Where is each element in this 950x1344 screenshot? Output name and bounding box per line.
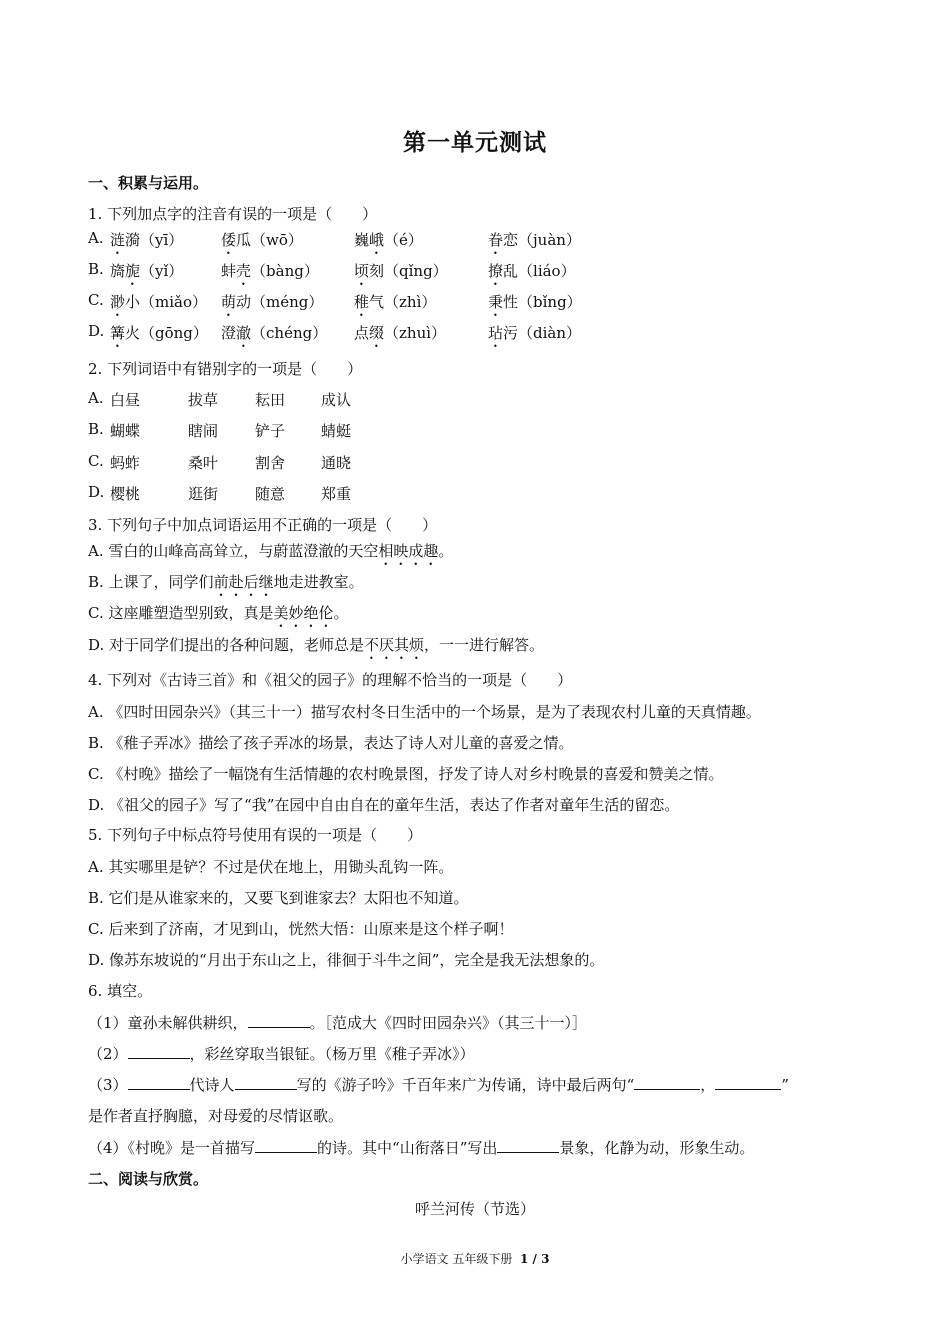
- fill-in-3: （3） 代诗人 写的《游子吟》千百年来广为传诵，诗中最后两句“ ， ”: [88, 1076, 789, 1094]
- dotted-phrase: 相映成趣: [378, 542, 439, 560]
- item-text: （chéng）: [251, 324, 328, 342]
- page-footer: [0, 1250, 950, 1267]
- option-label: B.: [88, 260, 104, 278]
- dotted-character: 壳: [236, 262, 252, 280]
- dotted-phrase: 美妙绝伦: [273, 604, 334, 622]
- sentence-text: 地走进教室。: [273, 573, 364, 591]
- option-sentence: [88, 634, 544, 663]
- question-5-stem: 5. 下列句子中标点符号使用有误的一项是（ ）: [88, 826, 423, 844]
- question-3-stem: 3. 下列句子中加点词语运用不正确的一项是（ ）: [88, 516, 438, 534]
- answer-blank[interactable]: [235, 1075, 297, 1090]
- word-item: 瞎闹: [188, 422, 219, 440]
- pinyin-item: [354, 291, 436, 320]
- question-1-stem: 1. 下列加点字的注音有误的一项是（ ）: [88, 205, 378, 223]
- page-title: 第一单元测试: [403, 129, 547, 156]
- dotted-character: 稚: [354, 293, 370, 311]
- option-label: C.: [88, 291, 104, 309]
- item-text: 蚌: [221, 262, 237, 280]
- item-text: 性（bǐng）: [503, 293, 582, 311]
- sentence-text: A. 雪白的山峰高高耸立，与蔚蓝澄澈的天空: [88, 542, 379, 560]
- option-sentence: [88, 540, 453, 569]
- word-item: 耘田: [255, 391, 286, 409]
- dotted-character: 顷: [354, 262, 370, 280]
- question-4-stem: 4. 下列对《古诗三首》和《祖父的园子》的理解不恰当的一项是（ ）: [88, 671, 573, 689]
- answer-blank[interactable]: [128, 1075, 190, 1090]
- dotted-character: 萌: [221, 293, 237, 311]
- dotted-character: 涟: [110, 231, 126, 249]
- answer-blank[interactable]: [715, 1075, 781, 1090]
- sentence-text: ，一一进行解答。: [424, 636, 545, 654]
- sentence-text: D. 对于同学们提出的各种问题，老师总是: [88, 636, 365, 654]
- sentence-text: 。: [438, 542, 454, 560]
- item-text: 巍: [354, 231, 370, 249]
- word-item: 蝴蝶: [110, 422, 141, 440]
- item-text: 点: [354, 324, 370, 342]
- item-text: （bàng）: [251, 262, 319, 280]
- dotted-character: 缀: [369, 324, 385, 342]
- item-text: （zhuì）: [384, 324, 447, 342]
- option-sentence: [88, 571, 364, 600]
- option-label: B.: [88, 420, 104, 438]
- answer-blank[interactable]: [634, 1075, 700, 1090]
- item-text: 瓜（wō）: [236, 231, 303, 249]
- pinyin-item: [221, 260, 319, 289]
- dotted-character: 旎: [125, 262, 141, 280]
- dotted-character: 澈: [236, 324, 252, 342]
- pinyin-item: [110, 229, 183, 258]
- fill-in-3-continued: 是作者直抒胸臆，对母爱的尽情讴歌。: [88, 1107, 344, 1125]
- option-sentence: A. 《四时田园杂兴》（其三十一）描写农村冬日生活中的一个场景，是为了表现农村儿童的天真情趣。: [88, 703, 761, 721]
- dotted-character: 玷: [488, 324, 504, 342]
- word-item: 逛街: [188, 485, 219, 503]
- pinyin-item: [221, 322, 327, 351]
- item-text: 乱（liáo）: [503, 262, 576, 280]
- item-text: 旖: [110, 262, 126, 280]
- item-text: 小（miǎo）: [125, 293, 208, 311]
- sentence-text: B. 上课了，同学们: [88, 573, 214, 591]
- question-6-stem: 6. 填空。: [88, 982, 153, 1000]
- word-item: 郑重: [321, 485, 352, 503]
- dotted-character: 渺: [110, 293, 126, 311]
- option-sentence: D. 像苏东坡说的“月出于东山之上，徘徊于斗牛之间”，完全是我无法想象的。: [88, 951, 605, 969]
- question-2-stem: 2. 下列词语中有错别字的一项是（ ）: [88, 360, 363, 378]
- pinyin-item: [354, 229, 423, 258]
- pinyin-item: [354, 322, 446, 351]
- sentence-text: 。: [333, 604, 349, 622]
- reading-passage-title: 呼兰河传（节选）: [414, 1200, 535, 1218]
- item-text: 漪（yī）: [125, 231, 184, 249]
- answer-blank[interactable]: [248, 1013, 310, 1028]
- word-item: 铲子: [255, 422, 286, 440]
- pinyin-item: [488, 322, 581, 351]
- dotted-character: 峨: [369, 231, 385, 249]
- dotted-character: 篝: [110, 324, 126, 342]
- dotted-character: 眷: [488, 231, 504, 249]
- option-label: D.: [88, 483, 105, 501]
- pinyin-item: [221, 291, 323, 320]
- pinyin-item: [110, 260, 183, 289]
- dotted-character: 秉: [488, 293, 504, 311]
- item-text: 火（gōng）: [125, 324, 208, 342]
- pinyin-item: [488, 229, 581, 258]
- dotted-phrase: 前赴后继: [213, 573, 274, 591]
- item-text: 气（zhì）: [369, 293, 437, 311]
- pinyin-item: [488, 260, 576, 289]
- word-item: 割舍: [255, 454, 286, 472]
- word-item: 蜻蜓: [321, 422, 352, 440]
- pinyin-item: [488, 291, 582, 320]
- option-label: A.: [88, 389, 104, 407]
- word-item: 拔草: [188, 391, 219, 409]
- option-label: D.: [88, 322, 105, 340]
- item-text: 刻（qǐng）: [369, 262, 448, 280]
- option-sentence: A. 其实哪里是铲？不过是伏在地上，用锄头乱钩一阵。: [88, 858, 454, 876]
- fill-in-2: （2） ，彩丝穿取当银钲。（杨万里《稚子弄冰》）: [88, 1045, 475, 1063]
- pinyin-item: [221, 229, 303, 258]
- answer-blank[interactable]: [497, 1138, 559, 1153]
- word-item: 桑叶: [188, 454, 219, 472]
- option-sentence: C. 《村晚》描绘了一幅饶有生活情趣的农村晚景图，抒发了诗人对乡村晚景的喜爱和赞美之情。: [88, 765, 724, 783]
- word-item: 蚂蚱: [110, 454, 141, 472]
- option-label: C.: [88, 452, 104, 470]
- item-text: 污（diàn）: [503, 324, 582, 342]
- item-text: 澄: [221, 324, 237, 342]
- dotted-character: 撩: [488, 262, 504, 280]
- section-heading-1: 一、积累与运用。: [88, 174, 209, 192]
- fill-in-1: （1）童孙未解供耕织， 。［范成大《四时田园杂兴》（其三十一）］: [88, 1014, 588, 1032]
- option-label: A.: [88, 229, 104, 247]
- item-text: 动（méng）: [236, 293, 324, 311]
- word-item: 通晓: [321, 454, 352, 472]
- word-item: 樱桃: [110, 485, 141, 503]
- word-item: 成认: [321, 391, 352, 409]
- dotted-phrase: 不厌其烦: [364, 636, 425, 654]
- item-text: （é）: [384, 231, 423, 249]
- option-sentence: C. 后来到了济南，才见到山，恍然大悟：山原来是这个样子啊！: [88, 920, 514, 938]
- section-heading-2: 二、阅读与欣赏。: [88, 1170, 209, 1188]
- option-sentence: D. 《祖父的园子》写了“我”在园中自由自在的童年生活，表达了作者对童年生活的留恋。: [88, 796, 680, 814]
- answer-blank[interactable]: [255, 1138, 317, 1153]
- sentence-text: C. 这座雕塑造型别致，真是: [88, 604, 274, 622]
- dotted-character: 倭: [221, 231, 237, 249]
- item-text: （yǐ）: [140, 262, 184, 280]
- answer-blank[interactable]: [128, 1044, 190, 1059]
- option-sentence: B. 它们是从谁家来的，又要飞到谁家去？太阳也不知道。: [88, 889, 469, 907]
- option-sentence: [88, 602, 349, 631]
- word-item: 白昼: [110, 391, 141, 409]
- pinyin-item: [110, 322, 208, 351]
- footer-page-number: 1 / 3: [520, 1252, 550, 1266]
- pinyin-item: [110, 291, 207, 320]
- fill-in-4: （4）《村晚》是一首描写 的诗。其中“山衔落日”写出 景象，化静为动，形象生动。: [88, 1139, 755, 1157]
- item-text: 恋（juàn）: [503, 231, 581, 249]
- pinyin-item: [354, 260, 448, 289]
- option-sentence: B. 《稚子弄冰》描绘了孩子弄冰的场景，表达了诗人对儿童的喜爱之情。: [88, 734, 574, 752]
- footer-subject: 小学语文 五年级下册: [400, 1252, 513, 1266]
- word-item: 随意: [255, 485, 286, 503]
